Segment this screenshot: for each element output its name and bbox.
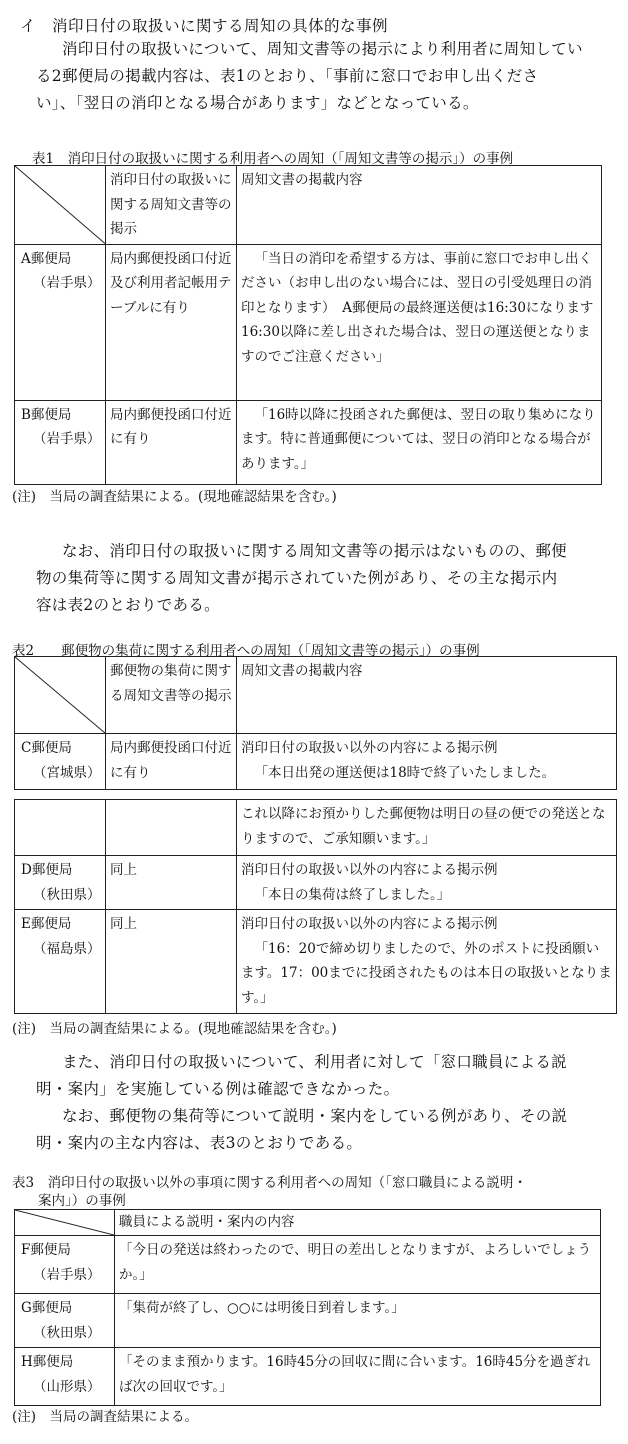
table2-corner-cell (15, 657, 106, 734)
office-name: B郵便局 (21, 406, 72, 423)
content-label: 消印日付の取扱い以外の内容による掲示例 (241, 916, 498, 932)
table3-caption-line-2: 案内」）の事例 (38, 1193, 126, 1209)
office-name: D郵便局 (21, 862, 73, 878)
table-row (15, 910, 617, 1014)
table-row (15, 800, 617, 856)
table2-header-location: 郵便物の集荷に関する周知文書等の掲示 (106, 657, 237, 734)
table3-header-row (15, 1210, 601, 1236)
office-name: G郵便局 (21, 1300, 73, 1316)
office-cell (15, 734, 106, 790)
office-cell (15, 856, 106, 910)
content-label: 消印日付の取扱い以外の内容による掲示例 (241, 740, 498, 756)
table1 (14, 165, 607, 485)
paragraph-2-line-3: 容は表2のとおりである。 (36, 596, 220, 614)
content-cell (237, 400, 602, 484)
office-cell (15, 1294, 115, 1348)
prefecture: （福島県） (33, 940, 101, 957)
location-cell: 局内郵便投函口付近及び利用者記帳用テーブルに有り (106, 244, 237, 400)
office-name: A郵便局 (21, 250, 72, 267)
table3-corner-cell (15, 1210, 115, 1236)
table-row (15, 1294, 601, 1348)
location-cell: 同上 (106, 856, 237, 910)
content-text: 「本日出発の運送便は18時で終了いたしました。 (254, 764, 556, 781)
paragraph-2-line-2: 物の集荷等に関する周知文書が掲示されていた例があり、その主な掲示内 (36, 569, 558, 587)
table-row (15, 1236, 601, 1294)
content-label: 消印日付の取扱い以外の内容による掲示例 (241, 862, 498, 878)
office-cell (15, 400, 106, 484)
office-cell (15, 1236, 115, 1294)
location-cell (106, 800, 237, 856)
prefecture: （秋田県） (33, 886, 101, 903)
section-heading: イ 消印日付の取扱いに関する周知の具体的な事例 (20, 17, 389, 35)
content-text: 「当日の消印を希望する方は、事前に窓口でお申し出ください（お申し出のない場合には、翌日の引受処理日の消印となります） A郵便局の最終運送便は16:30になります 16:30以降に差し出された場合は、翌日の運送便となりますのでご注意ください」 (241, 250, 607, 365)
paragraph-1-line-3: い」、「翌日の消印となる場合があります」などとなっている。 (36, 94, 479, 112)
paragraph-3-line-1: また、消印日付の取扱いについて、利用者に対して「窓口職員による説 (62, 1053, 567, 1071)
table2-continued (14, 799, 617, 1014)
table1-header-content: 周知文書の掲載内容 (237, 166, 602, 245)
table3-header-content: 職員による説明・案内の内容 (115, 1210, 601, 1236)
table3 (14, 1209, 601, 1406)
content-cell: これ以降にお預かりした郵便物は明日の昼の便での発送となりますので、ご承知願います。」 (237, 800, 617, 856)
table1-header-location: 消印日付の取扱いに関する周知文書等の掲示 (106, 166, 237, 245)
office-cell (15, 1348, 115, 1406)
table-row (15, 400, 602, 484)
table2 (14, 656, 617, 790)
content-cell (237, 244, 607, 400)
office-cell (15, 800, 106, 856)
table2-header-content: 周知文書の掲載内容 (237, 657, 617, 734)
paragraph-2-line-1: なお、消印日付の取扱いに関する周知文書等の掲示はないものの、郵便 (62, 542, 567, 560)
table2-caption: 表2 郵便物の集荷に関する利用者への周知（「周知文書等の掲示」）の事例 (12, 643, 480, 659)
content-text: 「本日の集荷は終了しました。」 (254, 886, 451, 903)
office-name: F郵便局 (21, 1242, 71, 1258)
table1-caption: 表1 消印日付の取扱いに関する利用者への周知（「周知文書等の掲示」）の事例 (32, 151, 514, 167)
prefecture: （岩手県） (33, 431, 101, 447)
prefecture: （岩手県） (33, 1266, 101, 1283)
table1-corner-cell (15, 166, 106, 245)
diagonal-line-icon (15, 166, 105, 244)
office-cell (15, 244, 106, 400)
table-row (15, 1348, 601, 1406)
paragraph-3-line-4: 明・案内の主な内容は、表3のとおりである。 (36, 1134, 363, 1152)
diagonal-line-icon (15, 657, 105, 733)
office-name: E郵便局 (21, 916, 72, 932)
content-cell: 「集荷が終了し、○○には明後日到着します。」 (115, 1294, 601, 1348)
table-row (15, 734, 617, 790)
content-cell: 「今日の発送は終わったので、明日の差出しとなりますが、よろしいでしょうか。」 (115, 1236, 601, 1294)
prefecture: （岩手県） (33, 275, 101, 291)
table-row (15, 856, 617, 910)
content-cell (237, 910, 617, 1014)
table-row (15, 244, 602, 400)
location-cell: 局内郵便投函口付近に有り (106, 734, 237, 790)
content-cell: 「そのまま預かります。16時45分の回収に間に合います。16時45分を過ぎれば次の回収です。」 (115, 1348, 601, 1406)
paragraph-3-line-2: 明・案内」を実施している例は確認できなかった。 (36, 1080, 400, 1098)
content-text: 「16時以降に投函された郵便は、翌日の取り集めになります。特に普通郵便については、翌日の消印となる場合があります。」 (241, 406, 596, 472)
table3-caption-line-1: 表3 消印日付の取扱い以外の事項に関する利用者への周知（「窓口職員による説明・ (12, 1175, 527, 1191)
table3-note: (注) 当局の調査結果による。 (12, 1409, 199, 1425)
content-cell (237, 856, 617, 910)
table2-note: (注) 当局の調査結果による。(現地確認結果を含む。) (12, 1021, 337, 1037)
paragraph-1-line-1: 消印日付の取扱いについて、周知文書等の掲示により利用者に周知してい (62, 40, 583, 58)
office-name: C郵便局 (21, 740, 72, 756)
office-cell (15, 910, 106, 1014)
diagonal-line-icon (15, 1210, 114, 1235)
location-cell: 同上 (106, 910, 237, 1014)
paragraph-3-line-3: なお、郵便物の集荷等について説明・案内をしている例があり、その説 (62, 1107, 568, 1125)
table1-note: (注) 当局の調査結果による。(現地確認結果を含む。) (12, 489, 337, 505)
paragraph-1-line-2: る2郵便局の掲載内容は、表1のとおり、「事前に窓口でお申し出くださ (36, 67, 539, 85)
content-text: 「16：20で締め切りましたので、外のポストに投函願います。17：00までに投函されたものは本日の取扱いとなります。」 (241, 940, 612, 1006)
prefecture: （山形県） (33, 1378, 101, 1395)
office-name: H郵便局 (21, 1354, 74, 1370)
location-cell: 局内郵便投函口付近に有り (106, 400, 237, 484)
prefecture: （宮城県） (33, 764, 101, 781)
prefecture: （秋田県） (33, 1324, 101, 1341)
table1-header-row (15, 166, 602, 245)
table2-header-row (15, 657, 617, 734)
content-cell (237, 734, 617, 790)
